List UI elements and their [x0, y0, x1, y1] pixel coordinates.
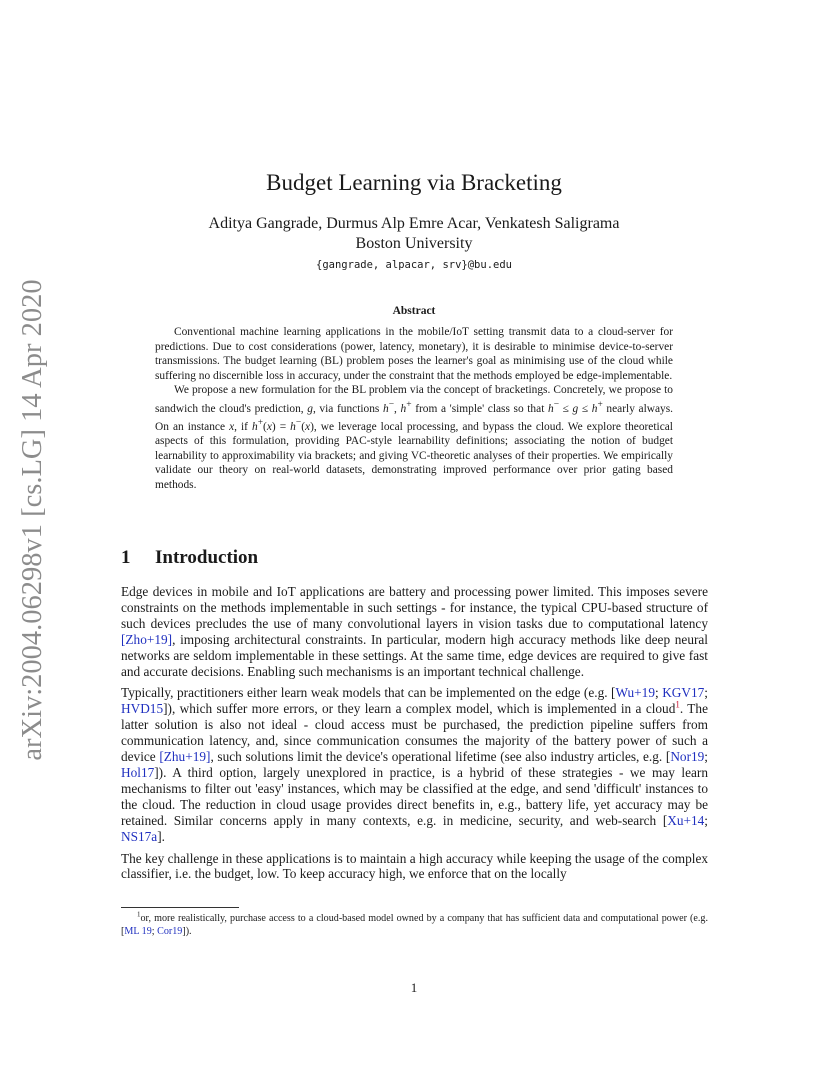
section-heading: [121, 547, 258, 569]
footnote-divider: [121, 907, 239, 908]
citation-link[interactable]: Hol17: [121, 764, 155, 780]
citation-link[interactable]: Cor19: [157, 925, 183, 937]
citation-link[interactable]: Nor19: [670, 749, 705, 765]
citation-link[interactable]: [Zhu+19]: [159, 749, 211, 765]
body-paragraph: Edge devices in mobile and IoT applications are battery and processing power limited. This imposes severe constraints on the methods implementable in such settings - for instance, the typical CPU-based structure of such devices precludes the use of many convolutional layers in vision tasks due to computational latency [Zho+19], imposing architectural constraints. In particular, modern high accuracy methods like deep neural networks are seldom implementable in these settings. At the same time, edge devices are required to give fast and accurate decisions. Enabling such mechanisms is an important technical challenge.: [121, 584, 708, 679]
body-paragraph: The key challenge in these applications is to maintain a high accuracy while keeping the usage of the complex classifier, i.e. the budget, low. To keep accuracy high, we enforce that on the locally: [121, 850, 708, 882]
arxiv-identifier-text: arXiv:2004.06298v1 [cs.LG] 14 Apr 2020: [17, 279, 48, 761]
section-number: 1: [121, 547, 131, 568]
footnote-marker[interactable]: 1: [675, 699, 680, 710]
citation-link[interactable]: HVD15: [121, 701, 164, 717]
affiliation: Boston University: [355, 235, 473, 252]
paper-title: Budget Learning via Bracketing: [266, 170, 562, 195]
abstract-paragraph: Conventional machine learning applications in the mobile/IoT setting transmit data to a cloud-server for predictions. Due to cost considerations (power, latency, monetary), it is desirable to minimise device-to-server transmissions. The budget learning (BL) problem poses the learner's goal as minimising use of the cloud while suffering no discernible loss in accuracy, under the constraint that the methods employed be edge-implementable.: [155, 326, 673, 382]
citation-link[interactable]: Xu+14: [667, 812, 705, 828]
abstract-body: [155, 325, 673, 492]
author-list: Aditya Gangrade, Durmus Alp Emre Acar, Venkatesh Saligrama: [208, 215, 620, 232]
footnote-number: 1: [137, 910, 141, 919]
body-paragraph: Typically, practitioners either learn weak models that can be implemented on the edge (e.g. [Wu+19; KGV17; HVD15]), which suffer more errors, or they learn a complex model, which is implemented in a cloud$^1$. The latter solution is also not ideal - cloud access must be purchased, the prediction pipeline suffers from communication latency, and, since communication consumes the majority of the battery power of such a device [Zhu+19], such solutions limit the device's operational lifetime (see also industry articles, e.g. [Nor19; Hol17]). A third option, largely unexplored in practice, is a hybrid of these strategies - we may learn mechanisms to filter out 'easy' instances, which may be classified at the edge, and send 'difficult' instances to the cloud. The reduction in cloud usage provides direct benefits in, e.g., battery life, yet accuracy may be retained. Similar concerns apply in many contexts, e.g. in medicine, security, and web-search [Xu+14; NS17a].: [121, 685, 708, 844]
citation-link[interactable]: NS17a: [121, 828, 158, 844]
author-emails: {gangrade, alpacar, srv}@bu.edu: [316, 259, 512, 271]
citation-link[interactable]: ML 19: [124, 925, 152, 937]
abstract-paragraph: We propose a new formulation for the BL problem via the concept of bracketings. Concretely, we propose to sandwich the cloud's prediction, g, via functions h−, h+ from a 'simple' class so that h− ≤ g ≤ h+ nearly always. On an instance x, if h+(x) = h−(x), we leverage local processing, and bypass the cloud. We explore theoretical aspects of this formulation, providing PAC-style learnability definitions; associating the notion of budget learnability to approximability via brackets; and giving VC-theoretic analyses of their properties. We empirically validate our theory on real-world datasets, demonstrating improved performance over prior gating based methods.: [155, 384, 673, 491]
footnote: $^1$or, more realistically, purchase access to a cloud-based model owned by a company that has sufficient data and computational power (e.g. [ML 19; Cor19]).: [121, 910, 708, 937]
citation-link[interactable]: KGV17: [662, 685, 705, 701]
citation-link[interactable]: [Zho+19]: [121, 631, 173, 647]
page-number: 1: [410, 980, 418, 995]
abstract-heading: Abstract: [392, 305, 436, 317]
section-title: Introduction: [155, 547, 259, 568]
section-body: [121, 584, 708, 888]
citation-link[interactable]: Wu+19: [615, 685, 655, 701]
